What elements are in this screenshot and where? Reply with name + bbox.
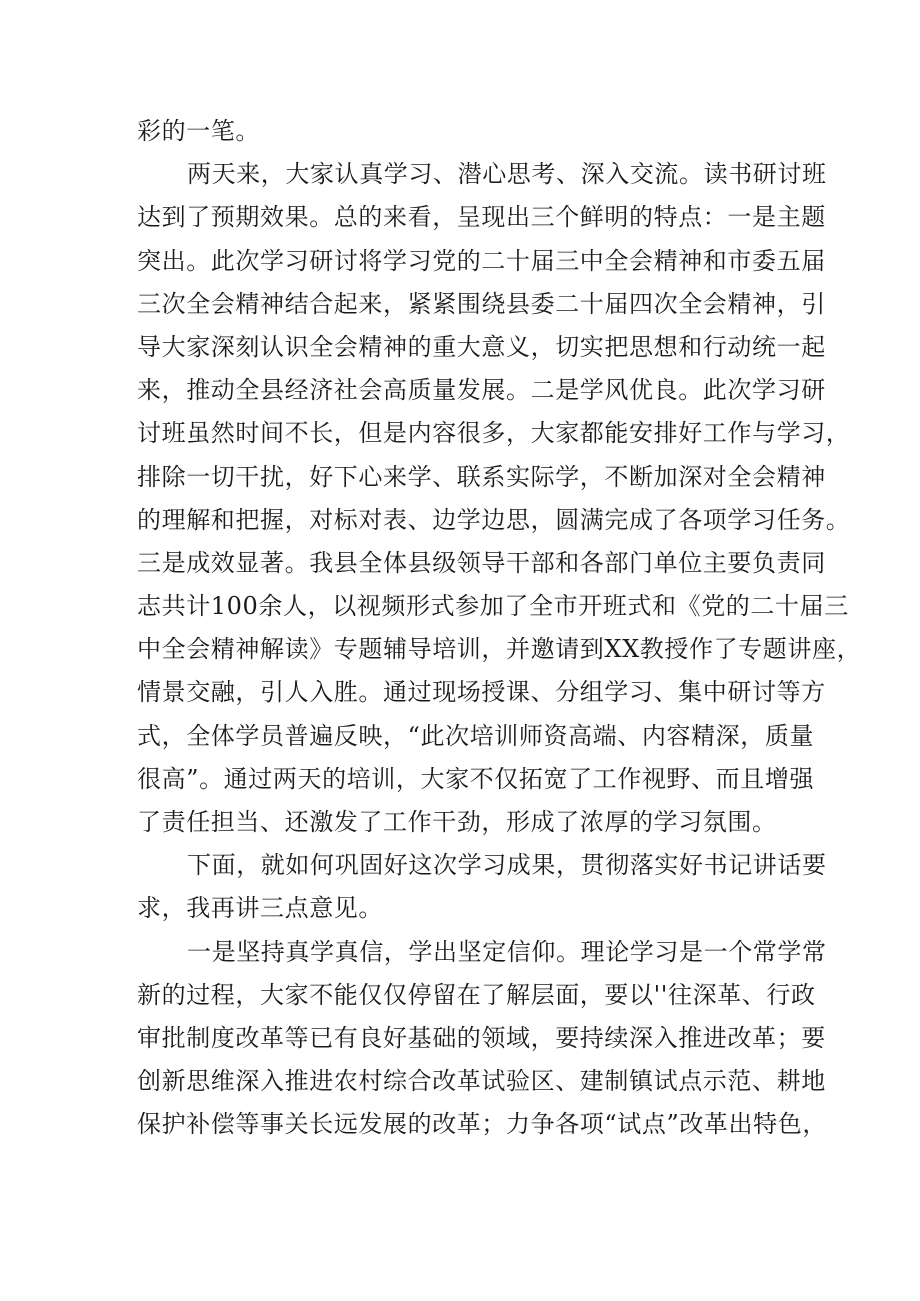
text-line: 三次全会精神结合起来，紧紧围绕县委二十届四次全会精神，引 — [137, 289, 826, 318]
text-line: 下面，就如何巩固好这次学习成果，贯彻落实好书记讲话要 — [187, 851, 827, 880]
text-line: 排除一切干扰，好下心来学、联系实际学，不断加深对全会精神 — [137, 462, 826, 491]
text-line: 来，推动全县经济社会高质量发展。二是学风优良。此次学习研 — [137, 376, 826, 405]
text-line: 讨班虽然时间不长，但是内容很多，大家都能安排好工作与学习， — [137, 419, 851, 448]
text-line: 创新思维深入推进农村综合改革试验区、建制镇试点示范、耕地 — [137, 1067, 826, 1096]
text-line: 导大家深刻认识全会精神的重大意义，切实把思想和行动统一起 — [137, 332, 826, 361]
text-line: 达到了预期效果。总的来看，呈现出三个鲜明的特点：一是主题 — [137, 203, 826, 232]
text-line: 突出。此次学习研讨将学习党的二十届三中全会精神和市委五届 — [137, 246, 826, 275]
text-line: 新的过程，大家不能仅仅停留在了解层面，要以''往深革、行政 — [137, 980, 816, 1009]
text-line: 志共计100余人，以视频形式参加了全市开班式和《党的二十届三 — [137, 592, 849, 621]
text-line: 很高”。通过两天的培训，大家不仅拓宽了工作视野、而且增强 — [137, 764, 815, 793]
text-line: 式，全体学员普遍反映，“此次培训师资高端、内容精深，质量 — [137, 721, 815, 750]
text-line: 一是坚持真学真信，学出坚定信仰。理论学习是一个常学常 — [187, 937, 827, 966]
text-line: 中全会精神解读》专题辅导培训，并邀请到XX教授作了专题讲座， — [137, 635, 862, 664]
text-line: 的理解和把握，对标对表、边学边思，圆满完成了各项学习任务。 — [137, 505, 851, 534]
text-line: 审批制度改革等已有良好基础的领域，要持续深入推进改革；要 — [137, 1023, 826, 1052]
text-line: 了责任担当、还激发了工作干劲，形成了浓厚的学习氛围。 — [137, 808, 777, 836]
text-line: 彩的一笔。 — [137, 117, 260, 145]
text-line: 两天来，大家认真学习、潜心思考、深入交流。读书研讨班 — [187, 160, 827, 189]
text-line: 保护补偿等事关长远发展的改革；力争各项“试点”改革出特色， — [137, 1110, 827, 1139]
text-line: 情景交融，引人入胜。通过现场授课、分组学习、集中研讨等方 — [137, 678, 826, 707]
body-text — [137, 110, 862, 1147]
text-line: 求，我再讲三点意见。 — [137, 894, 383, 923]
text-line: 三是成效显著。我县全体县级领导干部和各部门单位主要负责同 — [137, 548, 826, 577]
